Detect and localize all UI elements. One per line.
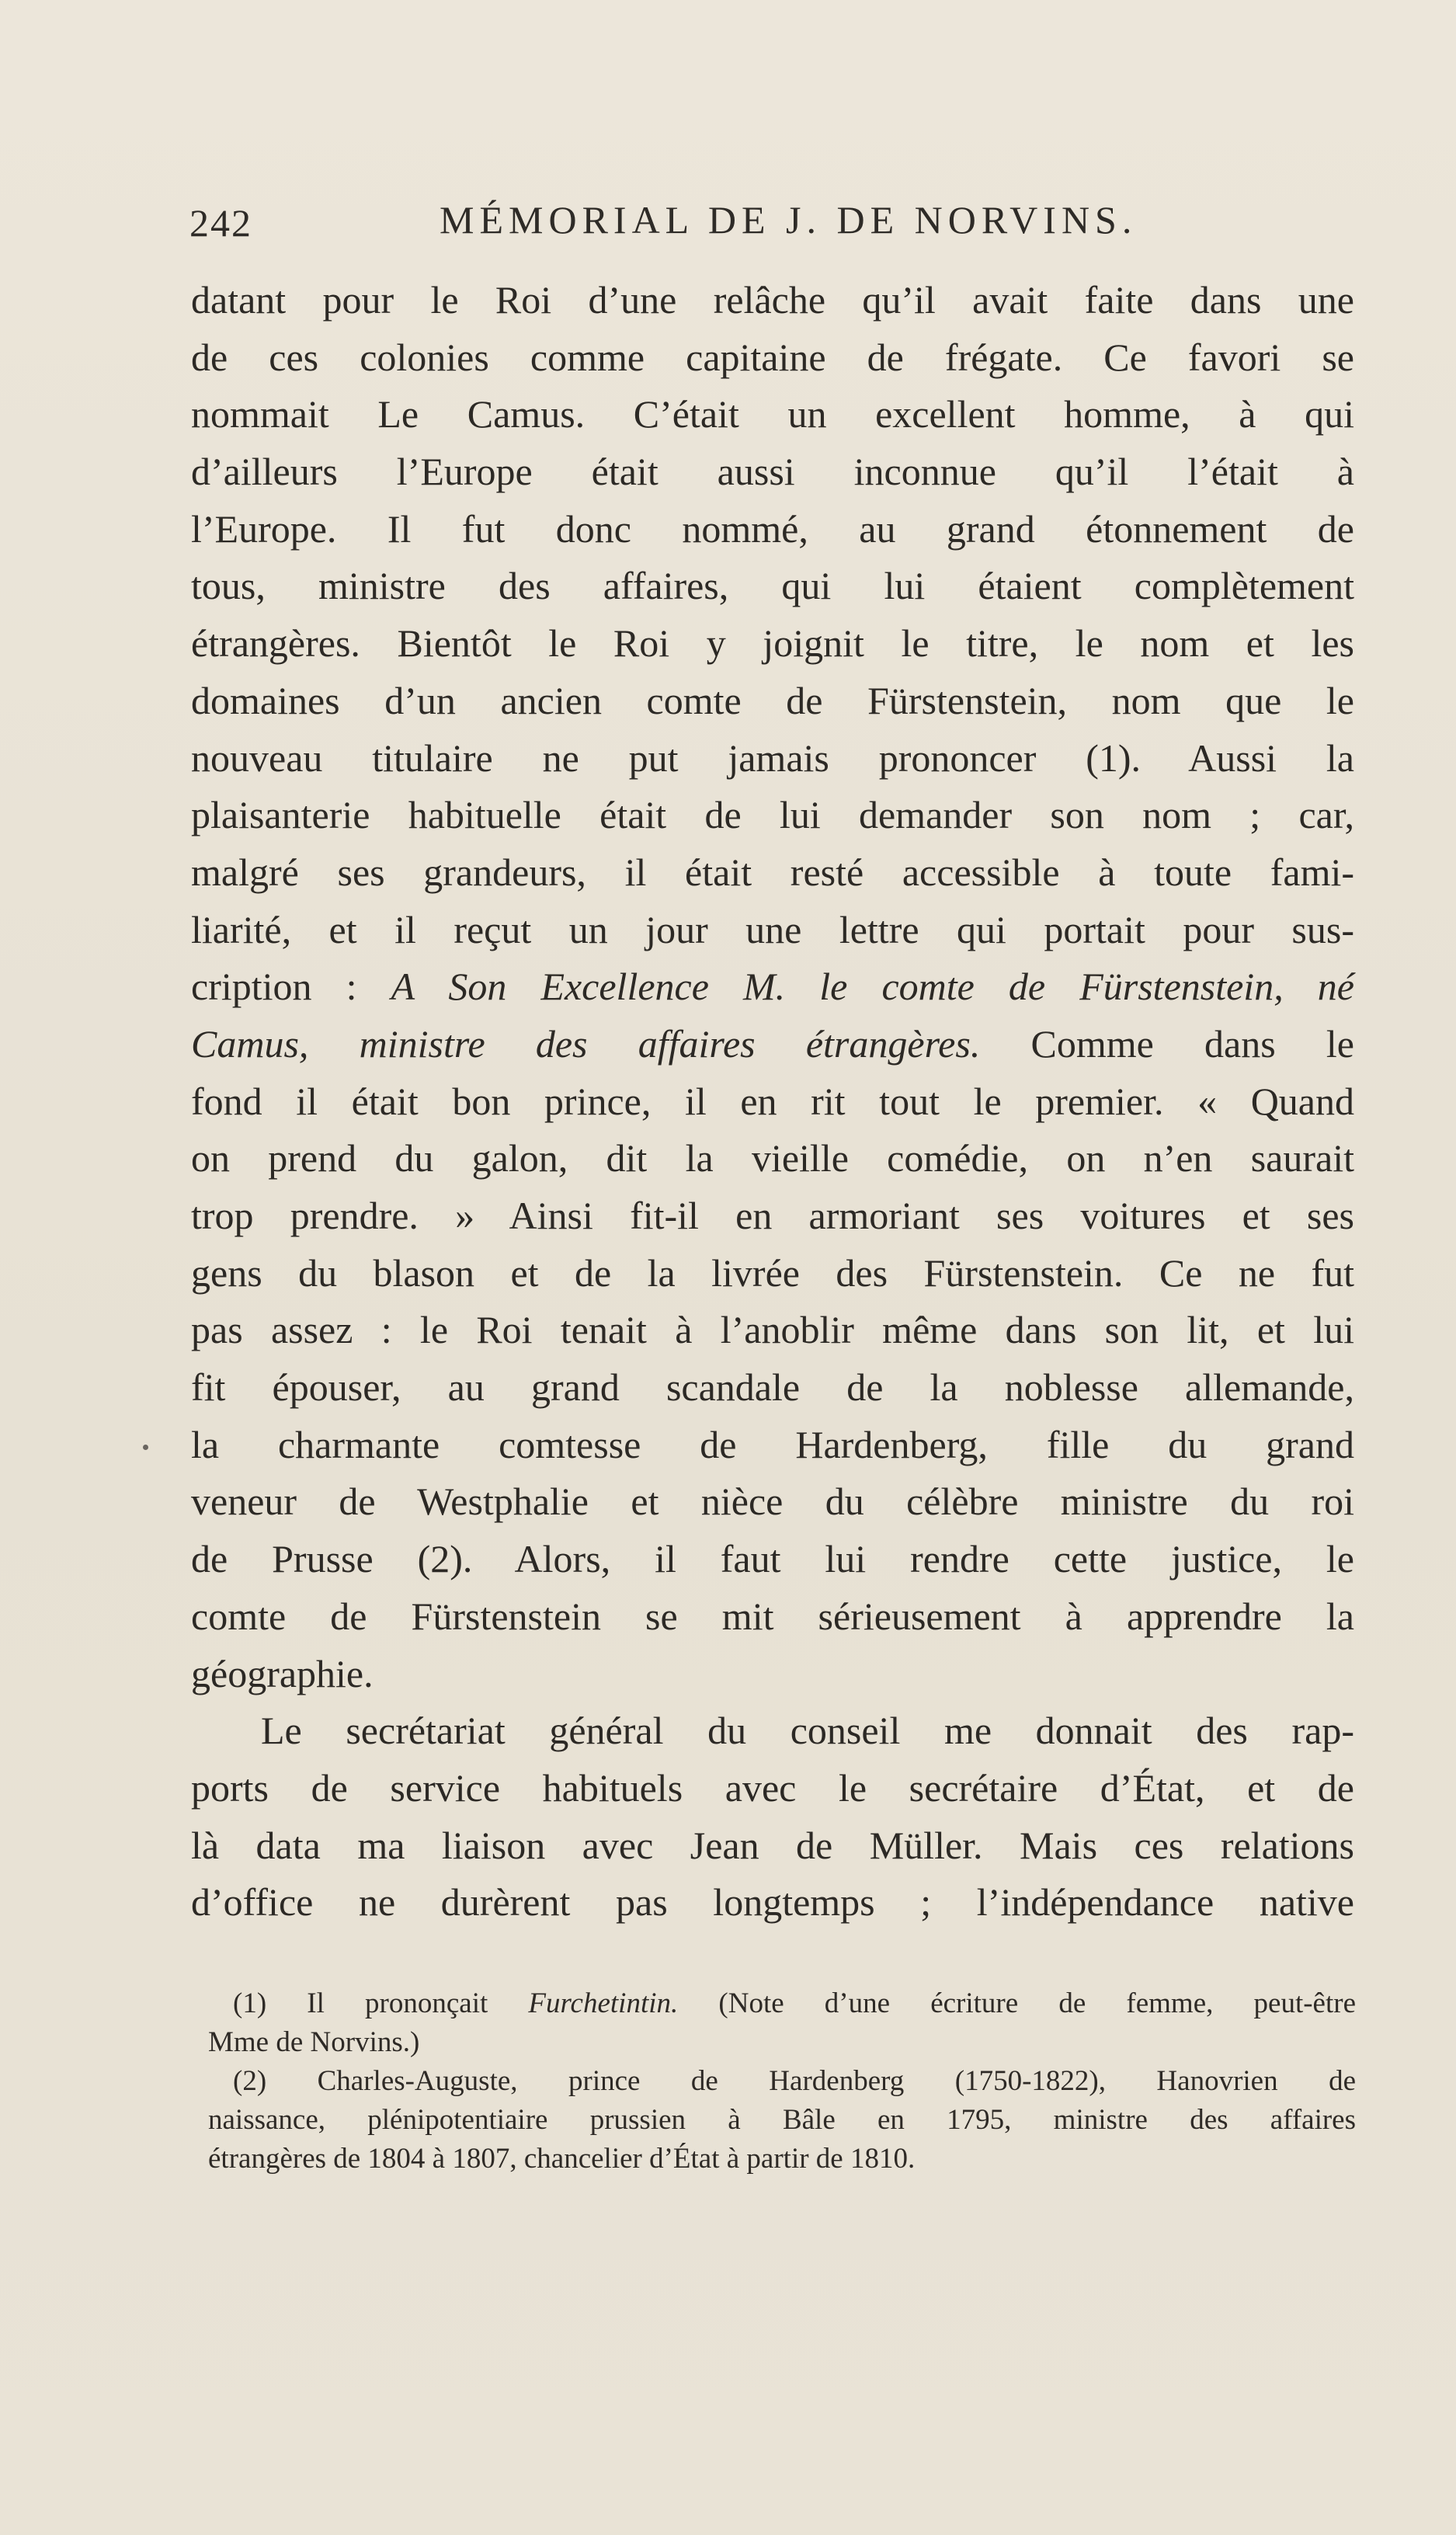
text-line: comte de Fürstenstein se mit sérieusement à apprendre la bbox=[191, 1594, 1354, 1638]
text-line: nommait Le Camus. C’était un excellent homme, à qui bbox=[191, 392, 1354, 436]
text-line-with-italic bbox=[191, 958, 1354, 1016]
text-line: gens du blason et de la livrée des Fürstenstein. Ce ne fut bbox=[191, 1250, 1354, 1295]
text-line: fit épouser, au grand scandale de la noblesse allemande, bbox=[191, 1365, 1354, 1410]
footnote-1 bbox=[208, 1984, 1356, 2023]
text-line: là data ma liaison avec Jean de Müller. Mais ces relations bbox=[191, 1823, 1354, 1867]
paragraph-start-line: Le secrétariat général du conseil me donnait des rap- bbox=[261, 1709, 1354, 1753]
text-line: la charmante comtesse de Hardenberg, fille du grand bbox=[191, 1422, 1354, 1466]
text-line: de Prusse (2). Alors, il faut lui rendre cette justice, le bbox=[191, 1537, 1354, 1581]
text-fragment: Comme dans le bbox=[980, 1021, 1354, 1066]
text-line: étrangères. Bientôt le Roi y joignit le titre, le nom et les bbox=[191, 621, 1354, 666]
text-line: liarité, et il reçut un jour une lettre qui portait pour sus- bbox=[191, 907, 1354, 951]
italic-address: A Son Excellence M. le comte de Fürstenstein, né bbox=[391, 965, 1354, 1009]
text-fragment: cription : bbox=[191, 965, 391, 1009]
text-line: d’office ne durèrent pas longtemps ; l’indépendance native bbox=[191, 1880, 1354, 1925]
footnote-text: (1) Il prononçait bbox=[233, 1987, 529, 2019]
italic-address: Camus, ministre des affaires étrangères. bbox=[191, 1021, 981, 1066]
margin-dot bbox=[143, 1445, 148, 1450]
text-line: pas assez : le Roi tenait à l’anoblir même dans son lit, et lui bbox=[191, 1308, 1354, 1352]
text-line: l’Europe. Il fut donc nommé, au grand étonnement de bbox=[191, 506, 1354, 551]
text-line: domaines d’un ancien comte de Fürstenstein, nom que le bbox=[191, 678, 1354, 722]
text-line: géographie. bbox=[191, 1651, 374, 1695]
body-text bbox=[191, 272, 1354, 1932]
footnote-2-continued: étrangères de 1804 à 1807, chancelier d’État à partir de 1810. bbox=[208, 2143, 916, 2175]
footnotes bbox=[208, 1984, 1356, 2179]
text-line: fond il était bon prince, il en rit tout le premier. « Quand bbox=[191, 1079, 1354, 1123]
running-head: MÉMORIAL DE J. DE NORVINS. bbox=[440, 198, 1138, 242]
text-line: d’ailleurs l’Europe était aussi inconnue qu’il l’était à bbox=[191, 450, 1354, 494]
text-line: malgré ses grandeurs, il était resté accessible à toute fami- bbox=[191, 850, 1354, 894]
text-line: on prend du galon, dit la vieille comédie, on n’en saurait bbox=[191, 1136, 1354, 1181]
footnote-1-continued: Mme de Norvins.) bbox=[208, 2026, 420, 2058]
text-line: tous, ministre des affaires, qui lui étaient complètement bbox=[191, 564, 1354, 608]
page-header bbox=[189, 186, 1323, 249]
footnote-text: (Note d’une écriture de femme, peut-être bbox=[678, 1987, 1356, 2019]
footnote-italic: Furchetintin. bbox=[528, 1987, 679, 2019]
text-line: datant pour le Roi d’une relâche qu’il avait faite dans une bbox=[191, 278, 1354, 322]
text-line: veneur de Westphalie et nièce du célèbre ministre du roi bbox=[191, 1480, 1354, 1524]
text-line: nouveau titulaire ne put jamais prononcer (1). Aussi la bbox=[191, 735, 1354, 780]
text-line: ports de service habituels avec le secrétaire d’État, et de bbox=[191, 1765, 1354, 1810]
text-line: trop prendre. » Ainsi fit-il en armoriant ses voitures et ses bbox=[191, 1194, 1354, 1237]
page-number: 242 bbox=[189, 201, 252, 245]
text-line-with-italic bbox=[191, 1016, 1354, 1073]
text-line: plaisanterie habituelle était de lui demander son nom ; car, bbox=[191, 793, 1354, 837]
footnote-2-continued: naissance, plénipotentiaire prussien à Bâle en 1795, ministre des affaires bbox=[208, 2104, 1356, 2136]
footnote-2: (2) Charles-Auguste, prince de Hardenberg (1750-1822), Hanovrien de bbox=[233, 2065, 1356, 2097]
text-line: de ces colonies comme capitaine de frégate. Ce favori se bbox=[191, 335, 1354, 379]
